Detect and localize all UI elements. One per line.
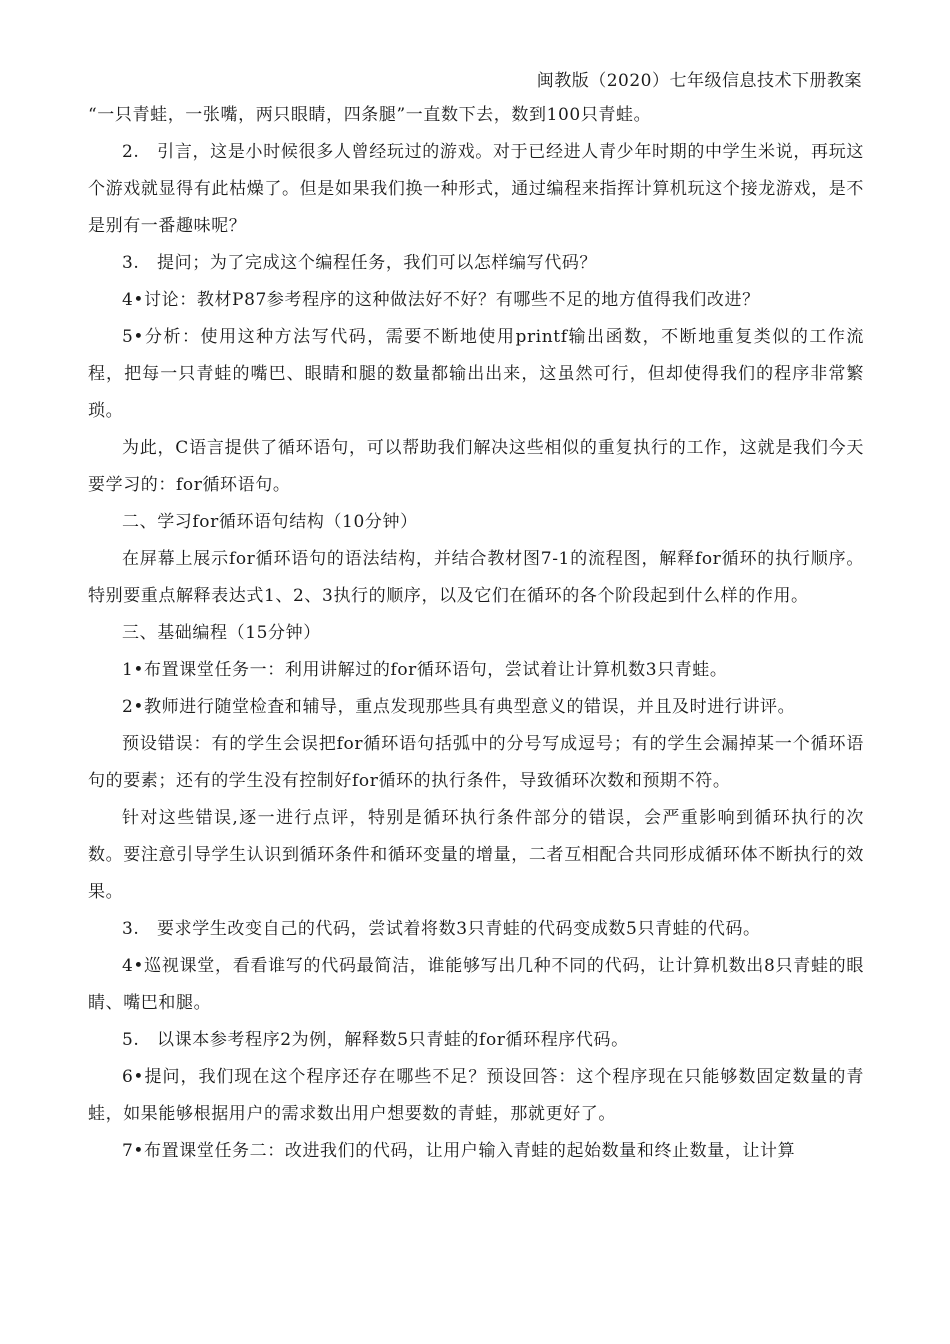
paragraph: 7•布置课堂任务二：改进我们的代码，让用户输入青蛙的起始数量和终止数量，让计算 bbox=[122, 1141, 796, 1161]
paragraph: 4•巡视课堂，看看谁写的代码最简洁，谁能够写出几种不同的代码，让计算机数出8只青蛙的眼睛、嘴巴和腿。 bbox=[88, 956, 864, 1013]
paragraph: 在屏幕上展示for循环语句的语法结构，并结合教材图7-1的流程图，解释for循环的执行顺序。特别要重点解释表达式1、2、3执行的顺序，以及它们在循环的各个阶段起到什么样的作用。 bbox=[88, 549, 864, 606]
paragraph: 2. 引言，这是小时候很多人曾经玩过的游戏。对于已经进人青少年时期的中学生米说，再玩这个游戏就显得有此枯燥了。但是如果我们换一种形式，通过编程来指挥计算机玩这个接龙游戏，是不是别有一番趣味呢？ bbox=[88, 142, 864, 236]
page-header: 闽教版（2020）七年级信息技术下册教案 bbox=[536, 71, 862, 91]
paragraph: 为此，C语言提供了循环语句，可以帮助我们解决这些相似的重复执行的工作，这就是我们今天要学习的：for循环语句。 bbox=[88, 438, 864, 495]
paragraph: 针对这些错误,逐一进行点评，特别是循环执行条件部分的错误，会严重影响到循环执行的次数。要注意引导学生认识到循环条件和循环变量的增量，二者互相配合共同形成循环体不断执行的效果。 bbox=[88, 808, 864, 902]
paragraph: 5. 以课本参考程序2为例，解释数5只青蛙的for循环程序代码。 bbox=[122, 1030, 629, 1050]
paragraph: “一只青蛙，一张嘴，两只眼睛，四条腿”一直数下去，数到100只青蛙。 bbox=[88, 105, 652, 125]
paragraph: 1•布置课堂任务一：利用讲解过的for循环语句，尝试着让计算机数3只青蛙。 bbox=[122, 660, 728, 680]
paragraph: 4•讨论：教材P87参考程序的这种做法好不好？有哪些不足的地方值得我们改进？ bbox=[122, 290, 760, 310]
paragraph: 3. 提问；为了完成这个编程任务，我们可以怎样编写代码？ bbox=[122, 253, 598, 273]
paragraph: 3. 要求学生改变自己的代码，尝试着将数3只青蛙的代码变成数5只青蛙的代码。 bbox=[122, 919, 761, 939]
paragraph: 二、学习for循环语句结构（10分钟） bbox=[122, 512, 418, 532]
document-body bbox=[88, 97, 864, 1170]
paragraph: 预设错误：有的学生会误把for循环语句括弧中的分号写成逗号；有的学生会漏掉某一个循环语句的要素；还有的学生没有控制好for循环的执行条件，导致循环次数和预期不符。 bbox=[88, 734, 864, 791]
paragraph: 三、基础编程（15分钟） bbox=[122, 623, 321, 643]
paragraph: 2•教师进行随堂检査和辅导，重点发现那些具有典型意义的错误，并且及时进行讲评。 bbox=[122, 697, 796, 717]
paragraph: 6•提问，我们现在这个程序还存在哪些不足？预设回答：这个程序现在只能够数固定数量的青蛙，如果能够根据用户的需求数出用户想要数的青蛙，那就更好了。 bbox=[88, 1067, 864, 1124]
paragraph: 5•分析：使用这种方法写代码，需要不断地使用printf输出函数，不断地重复类似的工作流程，把每一只青蛙的嘴巴、眼睛和腿的数量都输出出来，这虽然可行，但却使得我们的程序非常繁琐。 bbox=[88, 327, 864, 421]
